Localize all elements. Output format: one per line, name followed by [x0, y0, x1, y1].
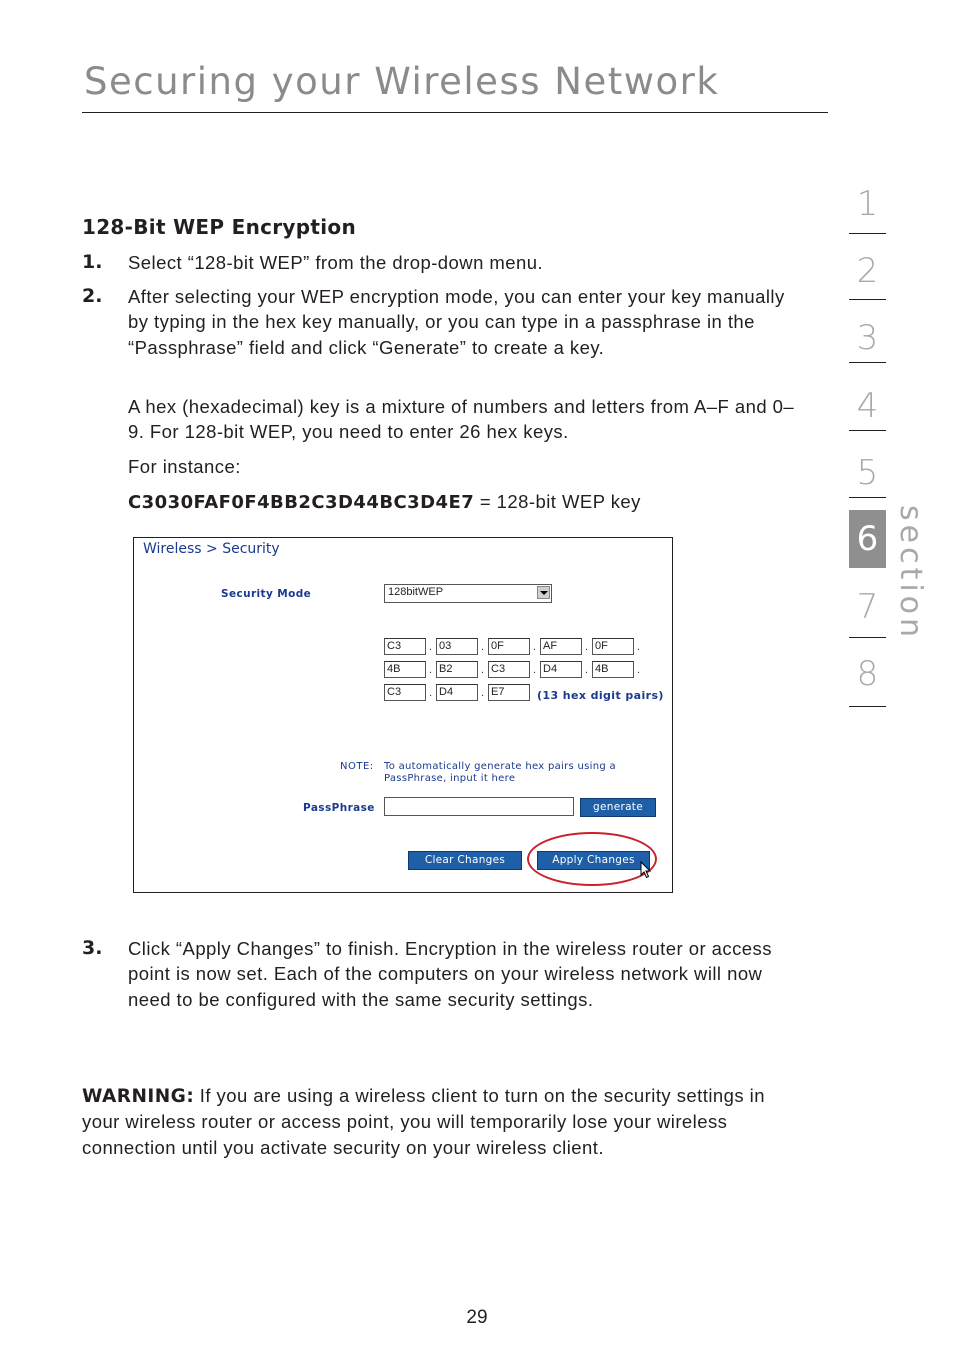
- step-3-text: Click “Apply Changes” to finish. Encryption in the wireless router or access point is now set. Each of the computers on your wireless network will now need to be configured with the same security settings.: [128, 938, 772, 1010]
- security-mode-label: Security Mode: [221, 588, 312, 600]
- hex-info-text: A hex (hexadecimal) key is a mixture of numbers and letters from A–F and 0–9. For 128-bit WEP, you need to enter 26 hex keys.: [128, 396, 795, 443]
- step-number: 2.: [82, 285, 103, 307]
- section-number-2[interactable]: 2: [856, 251, 879, 291]
- apply-changes-button[interactable]: Apply Changes: [537, 851, 650, 870]
- warning-text: If you are using a wireless client to turn on the security settings in your wireless router or access point, you will temporarily lose your wireless connection until you activate security on your wireless client.: [82, 1085, 765, 1158]
- note-text-line-1: To automatically generate hex pairs using a: [384, 761, 616, 772]
- section-rule: [849, 299, 886, 300]
- router-security-screenshot: [133, 537, 673, 893]
- step-1-text: Select “128-bit WEP” from the drop-down menu.: [128, 252, 544, 273]
- hex-separator: .: [429, 664, 433, 676]
- hex-key-input[interactable]: C3: [384, 684, 426, 701]
- hex-separator: .: [585, 664, 589, 676]
- hex-key-input[interactable]: D4: [436, 684, 478, 701]
- hex-separator: .: [585, 641, 589, 653]
- hex-separator: .: [481, 687, 485, 699]
- hex-separator: .: [481, 664, 485, 676]
- chevron-down-icon[interactable]: [537, 586, 550, 599]
- clear-changes-button[interactable]: Clear Changes: [408, 851, 522, 870]
- section-number-5[interactable]: 5: [856, 453, 879, 493]
- note-label: NOTE:: [340, 761, 374, 772]
- step-2-text: After selecting your WEP encryption mode, you can enter your key manually by typing in the hex key manually, or you can type in a passphrase in the “Passphrase” field and click “Generate” to create a key.: [128, 286, 785, 358]
- security-mode-value: 128bitWEP: [388, 586, 444, 598]
- hex-key-input[interactable]: 4B: [384, 661, 426, 678]
- example-key: C3030FAF0F4BB2C3D44BC3D4E7: [128, 492, 475, 513]
- section-number-8[interactable]: 8: [856, 654, 879, 694]
- example-key-line: [128, 489, 641, 515]
- breadcrumb[interactable]: Wireless > Security: [143, 541, 280, 557]
- section-rule: [849, 430, 886, 431]
- hex-separator: .: [429, 641, 433, 653]
- hex-key-input[interactable]: AF: [540, 638, 582, 655]
- hex-key-input[interactable]: 0F: [592, 638, 634, 655]
- section-number-3[interactable]: 3: [856, 318, 879, 358]
- hex-pairs-hint: (13 hex digit pairs): [537, 689, 664, 702]
- title-rule: [82, 112, 828, 113]
- warning-label: WARNING:: [82, 1086, 195, 1107]
- hex-separator: .: [429, 687, 433, 699]
- step-number: 1.: [82, 251, 103, 273]
- section-rule: [849, 637, 886, 638]
- section-heading: 128-Bit WEP Encryption: [82, 215, 356, 239]
- section-rule: [849, 706, 886, 707]
- passphrase-label: PassPhrase: [303, 802, 375, 814]
- section-number-1[interactable]: 1: [856, 184, 879, 224]
- hex-separator: .: [533, 641, 537, 653]
- hex-key-input[interactable]: 4B: [592, 661, 634, 678]
- highlight-circle: [527, 832, 657, 886]
- generate-button[interactable]: generate: [580, 798, 656, 817]
- hex-key-input[interactable]: C3: [488, 661, 530, 678]
- section-number-6-active[interactable]: 6: [849, 510, 886, 568]
- hex-separator: .: [637, 641, 641, 653]
- section-number-7[interactable]: 7: [856, 587, 879, 627]
- hex-key-input[interactable]: C3: [384, 638, 426, 655]
- hex-key-input[interactable]: 0F: [488, 638, 530, 655]
- section-rule: [849, 233, 886, 234]
- hex-key-input[interactable]: B2: [436, 661, 478, 678]
- hex-key-input[interactable]: 03: [436, 638, 478, 655]
- note-text-line-2: PassPhrase, input it here: [384, 773, 516, 784]
- for-instance-text: For instance:: [128, 456, 241, 477]
- hex-separator: .: [533, 664, 537, 676]
- section-rule: [849, 497, 886, 498]
- page-title: Securing your Wireless Network: [84, 60, 720, 103]
- security-mode-select[interactable]: [384, 584, 552, 603]
- mouse-cursor-icon: [640, 861, 652, 879]
- section-rule: [849, 362, 886, 363]
- section-label: section: [893, 505, 928, 642]
- hex-key-input[interactable]: E7: [488, 684, 530, 701]
- hex-separator: .: [481, 641, 485, 653]
- section-number-4[interactable]: 4: [856, 386, 879, 426]
- warning-paragraph: [82, 1083, 782, 1160]
- hex-key-input[interactable]: D4: [540, 661, 582, 678]
- example-key-suffix: = 128-bit WEP key: [474, 491, 641, 512]
- passphrase-input[interactable]: [384, 797, 574, 816]
- step-number: 3.: [82, 937, 103, 959]
- page-number: 29: [466, 1307, 488, 1328]
- hex-separator: .: [637, 664, 641, 676]
